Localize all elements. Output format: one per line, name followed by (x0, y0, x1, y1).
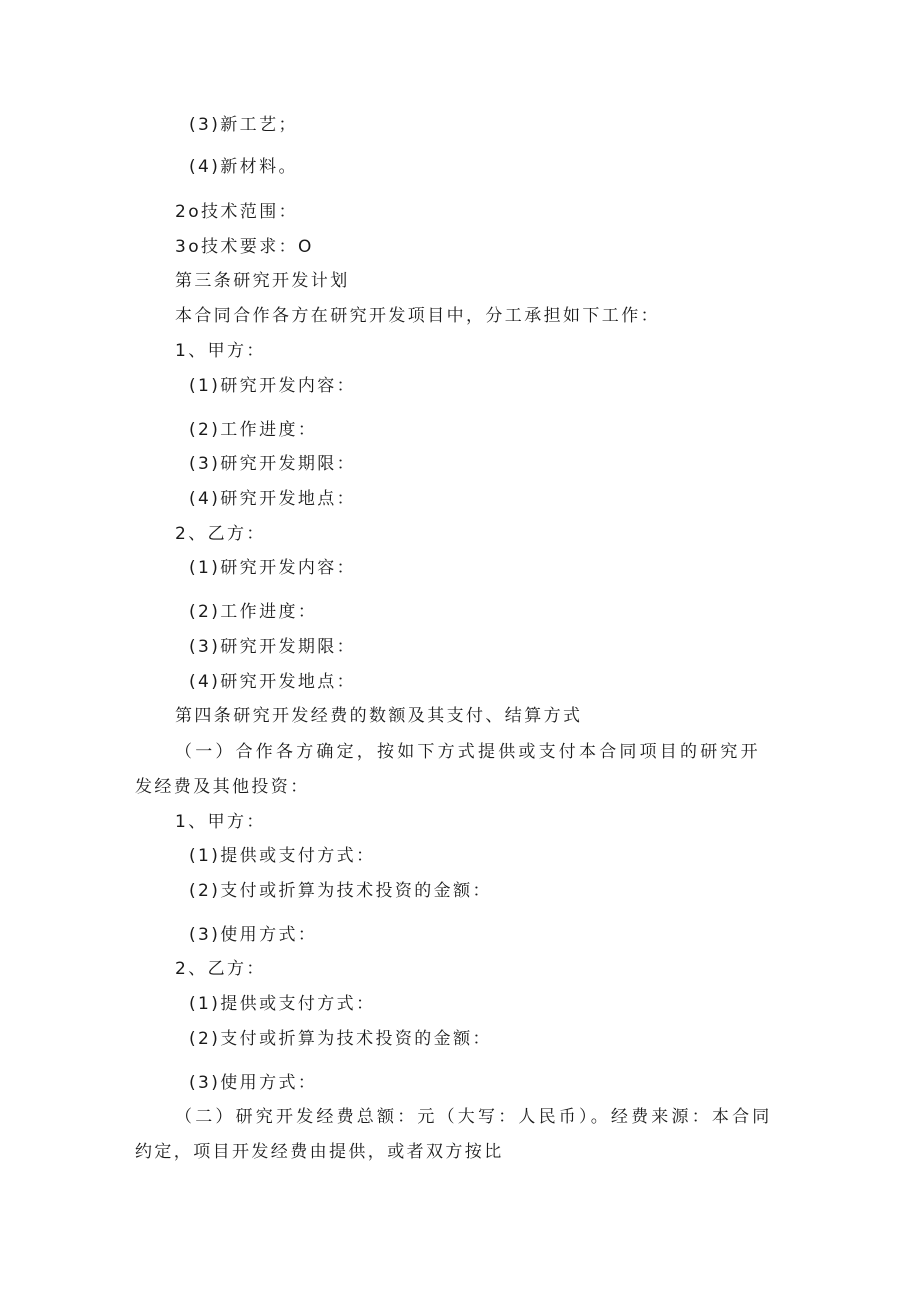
article-heading: 第四条研究开发经费的数额及其支付、结算方式 (175, 706, 583, 726)
party-heading: 1、甲方： (175, 812, 266, 832)
list-item: (4)研究开发地点： (189, 672, 357, 692)
section-item: 2o技术范围： (175, 202, 299, 222)
list-item: (1)研究开发内容： (189, 558, 357, 578)
list-item: (2)支付或折算为技术投资的金额： (189, 881, 492, 901)
list-item: (3)研究开发期限： (189, 637, 357, 657)
list-item: (1)提供或支付方式： (189, 994, 376, 1014)
list-item: (2)工作进度： (189, 420, 318, 440)
list-item: (3)使用方式： (189, 925, 318, 945)
article-heading: 第三条研究开发计划 (175, 271, 350, 291)
party-heading: 2、乙方： (175, 524, 266, 544)
paragraph: 本合同合作各方在研究开发项目中，分工承担如下工作： (175, 306, 660, 326)
list-item: (4)新材料。 (189, 157, 298, 177)
list-item: (4)研究开发地点： (189, 489, 357, 509)
list-item: (1)研究开发内容： (189, 376, 357, 396)
list-item: (1)提供或支付方式： (189, 846, 376, 866)
list-item: (3)使用方式： (189, 1073, 318, 1093)
list-item: (3)新工艺； (189, 115, 298, 135)
paragraph-continuation: 发经费及其他投资： (135, 777, 310, 797)
paragraph-continuation: 约定，项目开发经费由提供，或者双方按比 (135, 1142, 504, 1162)
section-item: 3o技术要求：O (175, 237, 314, 257)
paragraph: （一）合作各方确定，按如下方式提供或支付本合同项目的研究开 (175, 742, 761, 762)
party-heading: 1、甲方： (175, 341, 266, 361)
list-item: (2)工作进度： (189, 602, 318, 622)
list-item: (3)研究开发期限： (189, 454, 357, 474)
paragraph: （二）研究开发经费总额：元（大写：人民币）。经费来源：本合同 (175, 1107, 773, 1127)
list-item: (2)支付或折算为技术投资的金额： (189, 1029, 492, 1049)
party-heading: 2、乙方： (175, 959, 266, 979)
